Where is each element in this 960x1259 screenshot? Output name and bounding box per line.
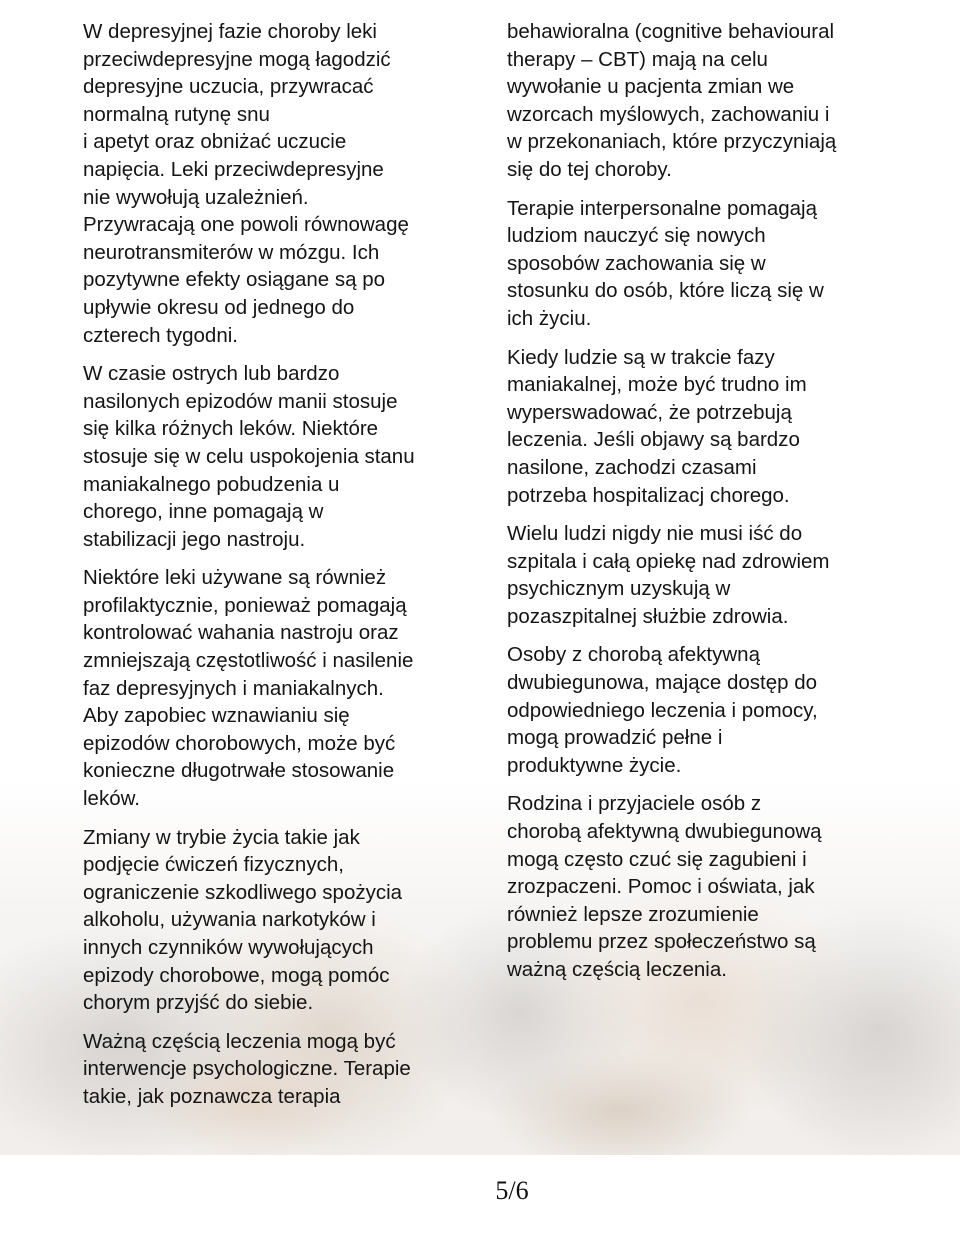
paragraph: Wielu ludzi nigdy nie musi iść do szpitala i całą opiekę nad zdrowiem psychicznym uzyskują w pozaszpitalnej służbie zdrowia. <box>507 522 830 628</box>
paragraph: Terapie interpersonalne pomagają ludziom nauczyć się nowych sposobów zachowania się w stosunku do osób, które liczą się w ich życiu. <box>507 196 824 330</box>
paragraph: Rodzina i przyjaciele osób z chorobą afektywną dwubiegunową mogą często czuć się zagubieni i zrozpaczeni. Pomoc i oświata, jak również lepsze zrozumienie problemu przez społeczeństwo są ważną częścią leczenia. <box>507 792 822 981</box>
page-number: 5/6 <box>495 1176 529 1205</box>
paragraph: Zmiany w trybie życia takie jak podjęcie ćwiczeń fizycznych, ograniczenie szkodliwego spożycia alkoholu, używania narkotyków i innych czynników wywołujących epizody chorobowe, mogą pomóc chorym przyjść do siebie. <box>83 825 403 1015</box>
paragraph: Kiedy ludzie są w trakcie fazy maniakalnej, może być trudno im wyperswadować, że potrzebują leczenia. Jeśli objawy są bardzo nasilone, zachodzi czasami potrzeba hospitalizacj chorego. <box>507 345 807 507</box>
paragraph: W depresyjnej fazie choroby leki przeciwdepresyjne mogą łagodzić depresyjne uczucia, przywracać normalną rutynę snu i apetyt oraz obniżać uczucie napięcia. Leki przeciwdepresyjne nie wywołują uzależnień. Przywracają one powoli równowagę neurotransmiterów w mózgu. Ich pozytywne efekty osiągane są po upływie okresu od jednego do czterech tygodni. <box>83 20 409 347</box>
left-column <box>83 18 483 1122</box>
paragraph: behawioralna (cognitive behavioural therapy – CBT) mają na celu wywołanie u pacjenta zmian we wzorcach myślowych, zachowaniu i w przekonaniach, które przyczyniają się do tej choroby. <box>507 20 837 181</box>
paragraph: Osoby z chorobą afektywną dwubiegunowa, mające dostęp do odpowiedniego leczenia i pomocy, mogą prowadzić pełne i produktywne życie. <box>507 643 818 777</box>
paragraph: Niektóre leki używane są również profilaktycznie, ponieważ pomagają kontrolować wahania nastroju oraz zmniejszają częstotliwość i nasilenie faz depresyjnych i maniakalnych. Aby zapobiec wznawianiu się epizodów chorobowych, może być konieczne długotrwałe stosowanie leków. <box>83 566 414 811</box>
paragraph: W czasie ostrych lub bardzo nasilonych epizodów manii stosuje się kilka różnych leków. Niektóre stosuje się w celu uspokojenia stanu maniakalnego pobudzenia u chorego, inne pomagają w stabilizacji jego nastroju. <box>83 362 415 551</box>
paragraph: Ważną częścią leczenia mogą być interwencje psychologiczne. Terapie takie, jak poznawcza terapia <box>83 1029 411 1108</box>
right-column <box>507 18 927 995</box>
